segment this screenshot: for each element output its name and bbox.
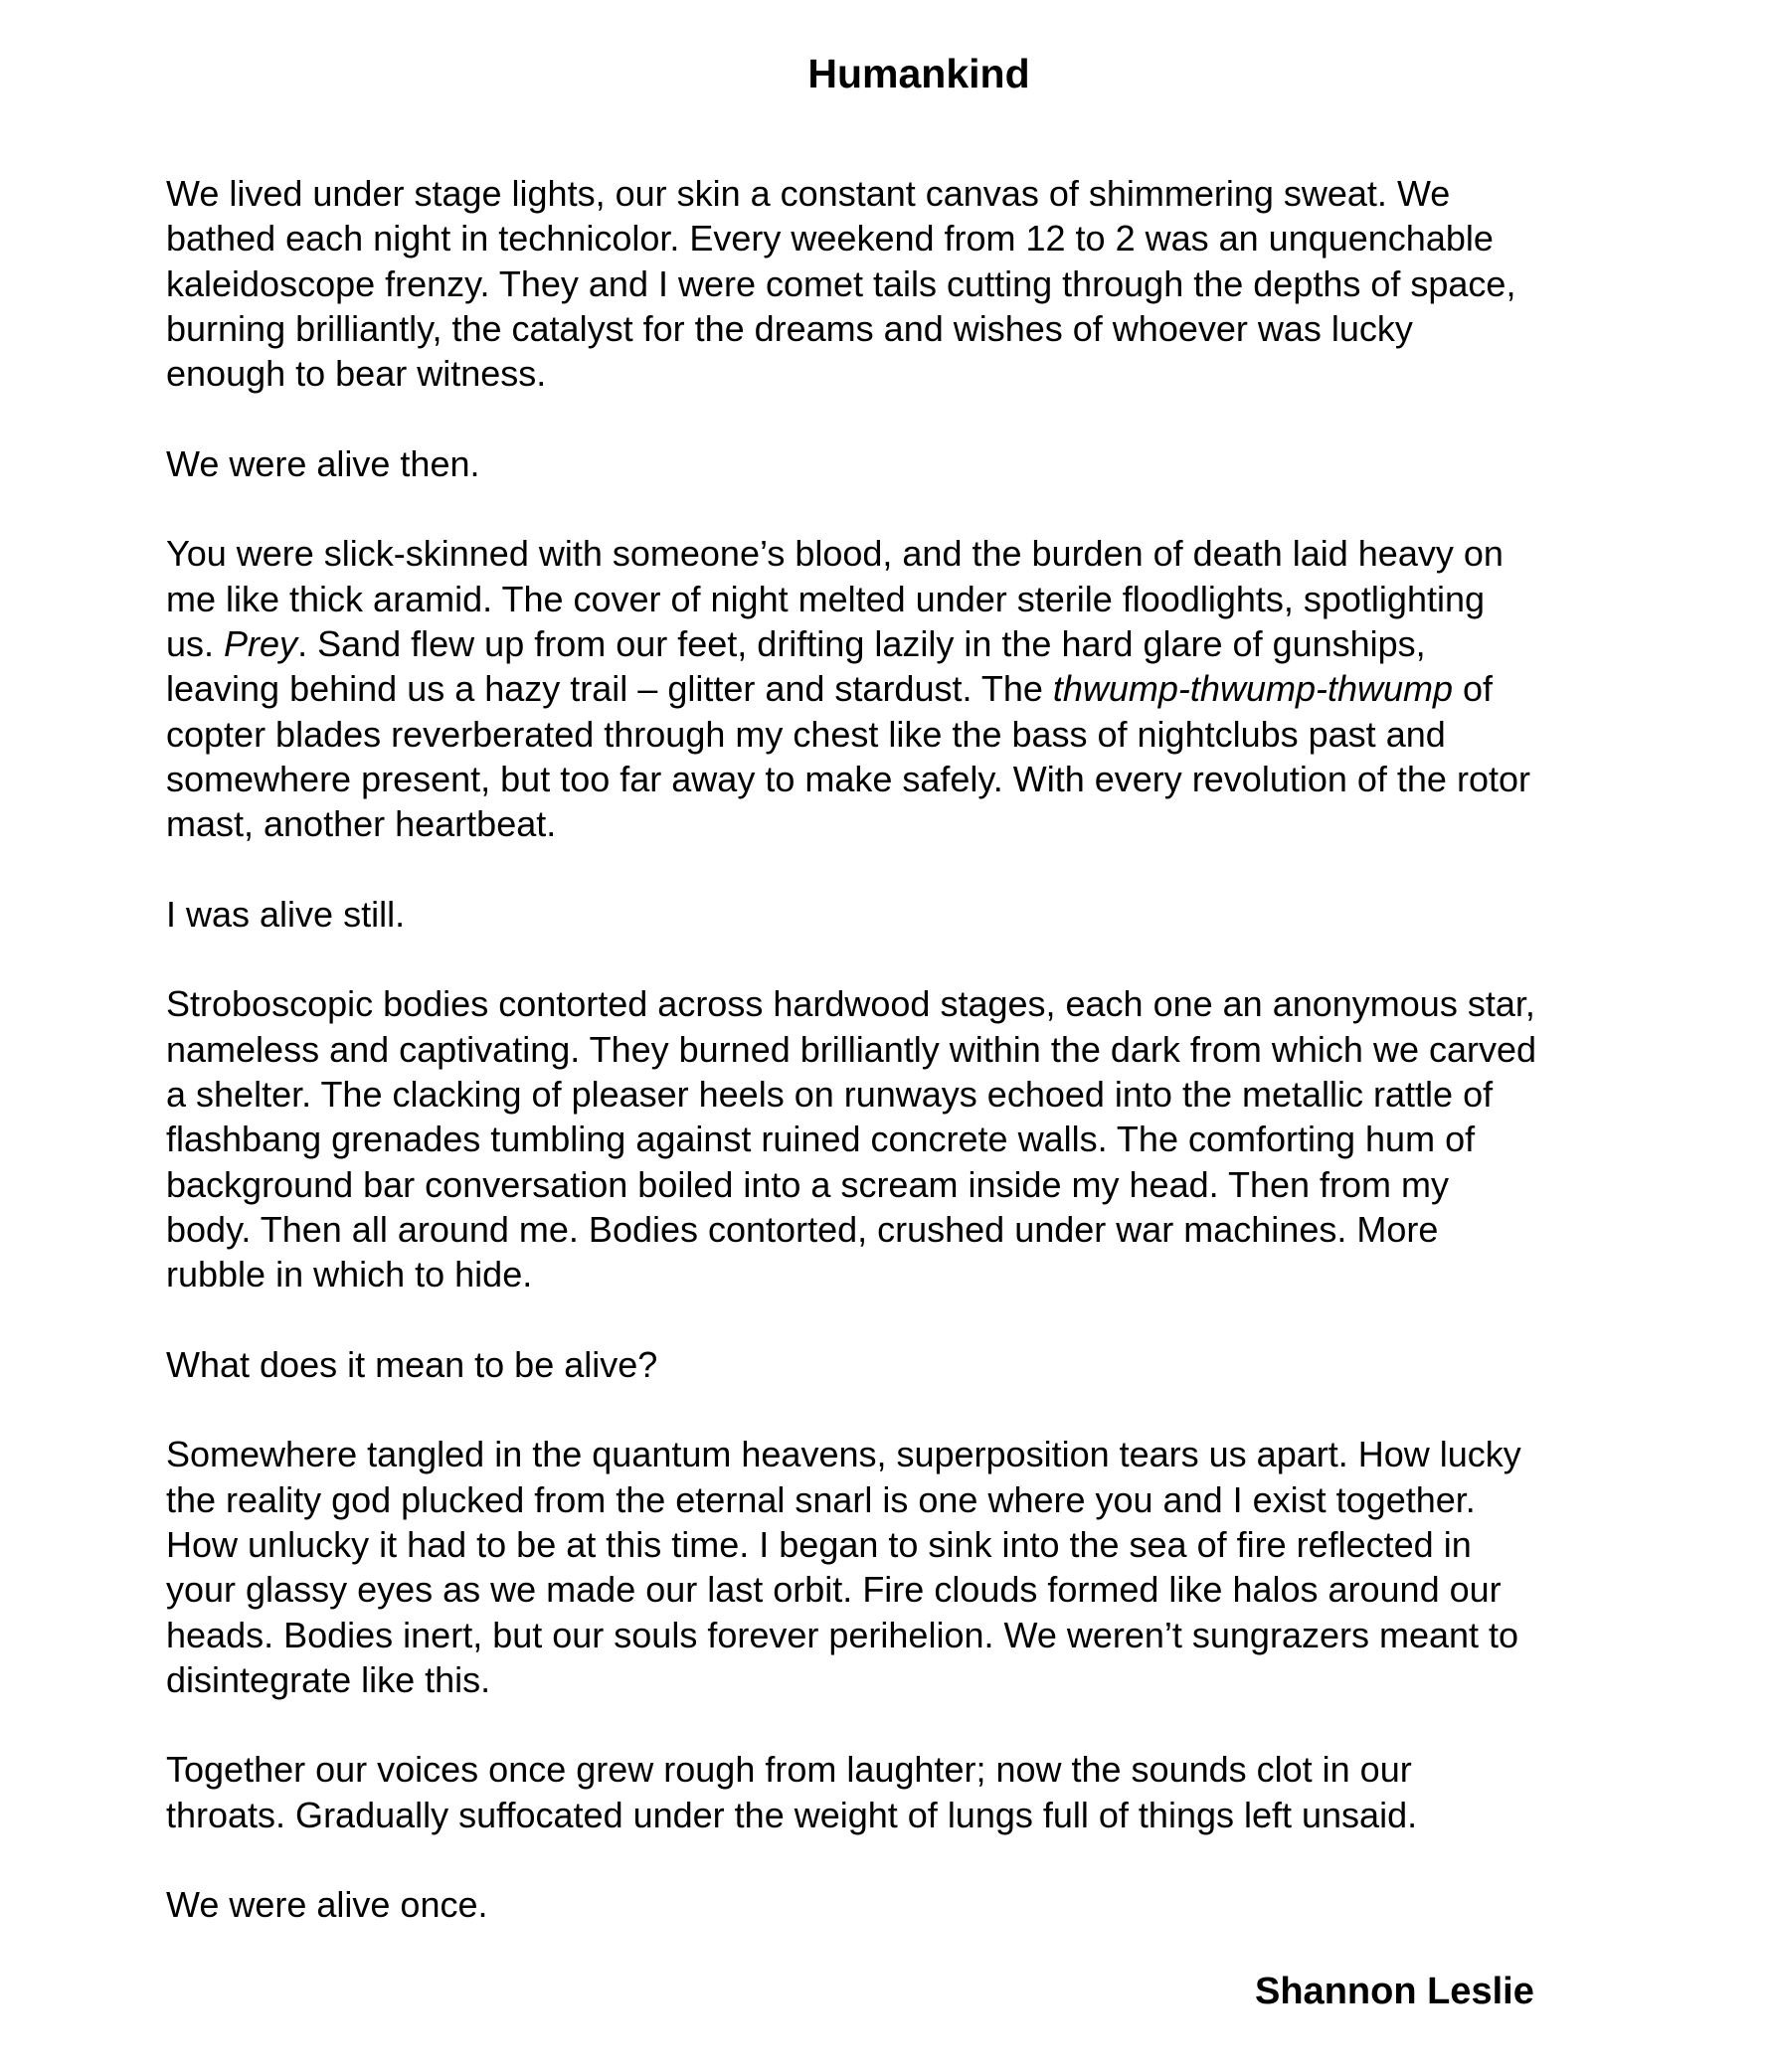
text-line: me like thick aramid. The cover of night melted under sterile floodlights, spotlighting <box>166 578 1486 619</box>
paragraph <box>166 892 1717 937</box>
text-line: We lived under stage lights, our skin a constant canvas of shimmering sweat. We <box>166 173 1451 214</box>
text-line: copter blades reverberated through my chest like the bass of nightclubs past and <box>166 713 1446 755</box>
text-line: flashbang grenades tumbling against ruined concrete walls. The comforting hum of <box>166 1119 1476 1160</box>
paragraph <box>166 1882 1717 1927</box>
text-segment: . Sand flew up from our feet, drifting lazily in the hard glare of gunships, <box>297 622 1426 664</box>
text-line: your glassy eyes as we made our last orbit. Fire clouds formed like halos around our <box>166 1569 1502 1611</box>
text-line: throats. Gradually suffocated under the weight of lungs full of things left unsaid. <box>166 1794 1418 1835</box>
text-line: Stroboscopic bodies contorted across hardwood stages, each one an anonymous star, <box>166 983 1535 1025</box>
author-signature: Shannon Leslie <box>1255 1971 1534 2012</box>
text-line: Together our voices once grew rough from laughter; now the sounds clot in our <box>166 1749 1412 1791</box>
story-body <box>166 171 1717 1973</box>
text-line: Somewhere tangled in the quantum heavens, superposition tears us apart. How lucky <box>166 1434 1521 1475</box>
text-line: rubble in which to hide. <box>166 1254 533 1295</box>
text-line: heads. Bodies inert, but our souls forever perihelion. We weren’t sungrazers meant to <box>166 1614 1519 1655</box>
text-line: a shelter. The clacking of pleaser heels on runways echoed into the metallic rattle of <box>166 1073 1494 1115</box>
paragraph <box>166 981 1717 1296</box>
text-segment: leaving behind us a hazy trail – glitter and stardust. The <box>166 668 1053 710</box>
text-line: We were alive then. <box>166 442 480 484</box>
paragraph <box>166 1432 1717 1702</box>
paragraph <box>166 531 1717 846</box>
text-line: kaleidoscope frenzy. They and I were comet tails cutting through the depths of space, <box>166 262 1516 304</box>
text-line <box>166 666 1717 711</box>
page-title: Humankind <box>807 51 1030 96</box>
text-line: bathed each night in technicolor. Every weekend from 12 to 2 was an unquenchable <box>166 218 1494 259</box>
paragraph <box>166 1747 1717 1837</box>
italic-emphasis: Prey <box>224 622 298 664</box>
paragraph <box>166 441 1717 486</box>
text-segment: of <box>1453 668 1494 710</box>
text-line: mast, another heartbeat. <box>166 803 557 845</box>
text-line: disintegrate like this. <box>166 1658 491 1700</box>
text-line: I was alive still. <box>166 893 406 935</box>
text-line: burning brilliantly, the catalyst for the dreams and wishes of whoever was lucky <box>166 307 1413 349</box>
text-line: somewhere present, but too far away to make safely. With every revolution of the rotor <box>166 758 1530 799</box>
paragraph <box>166 171 1717 396</box>
text-line <box>166 621 1717 666</box>
text-line: body. Then all around me. Bodies contorted, crushed under war machines. More <box>166 1208 1439 1250</box>
text-line: the reality god plucked from the eternal snarl is one where you and I exist together. <box>166 1478 1476 1520</box>
text-line: nameless and captivating. They burned brilliantly within the dark from which we carved <box>166 1028 1537 1070</box>
text-line: How unlucky it had to be at this time. I began to sink into the sea of fire reflected in <box>166 1523 1472 1565</box>
text-line: background bar conversation boiled into a scream inside my head. Then from my <box>166 1163 1450 1205</box>
text-line: We were alive once. <box>166 1884 488 1926</box>
text-line: You were slick-skinned with someone’s blood, and the burden of death laid heavy on <box>166 533 1504 575</box>
text-line: What does it mean to be alive? <box>166 1343 658 1385</box>
paragraph <box>166 1342 1717 1387</box>
text-line: enough to bear witness. <box>166 353 547 395</box>
italic-emphasis: thwump-thwump-thwump <box>1052 668 1454 710</box>
text-segment: us. <box>166 622 225 664</box>
